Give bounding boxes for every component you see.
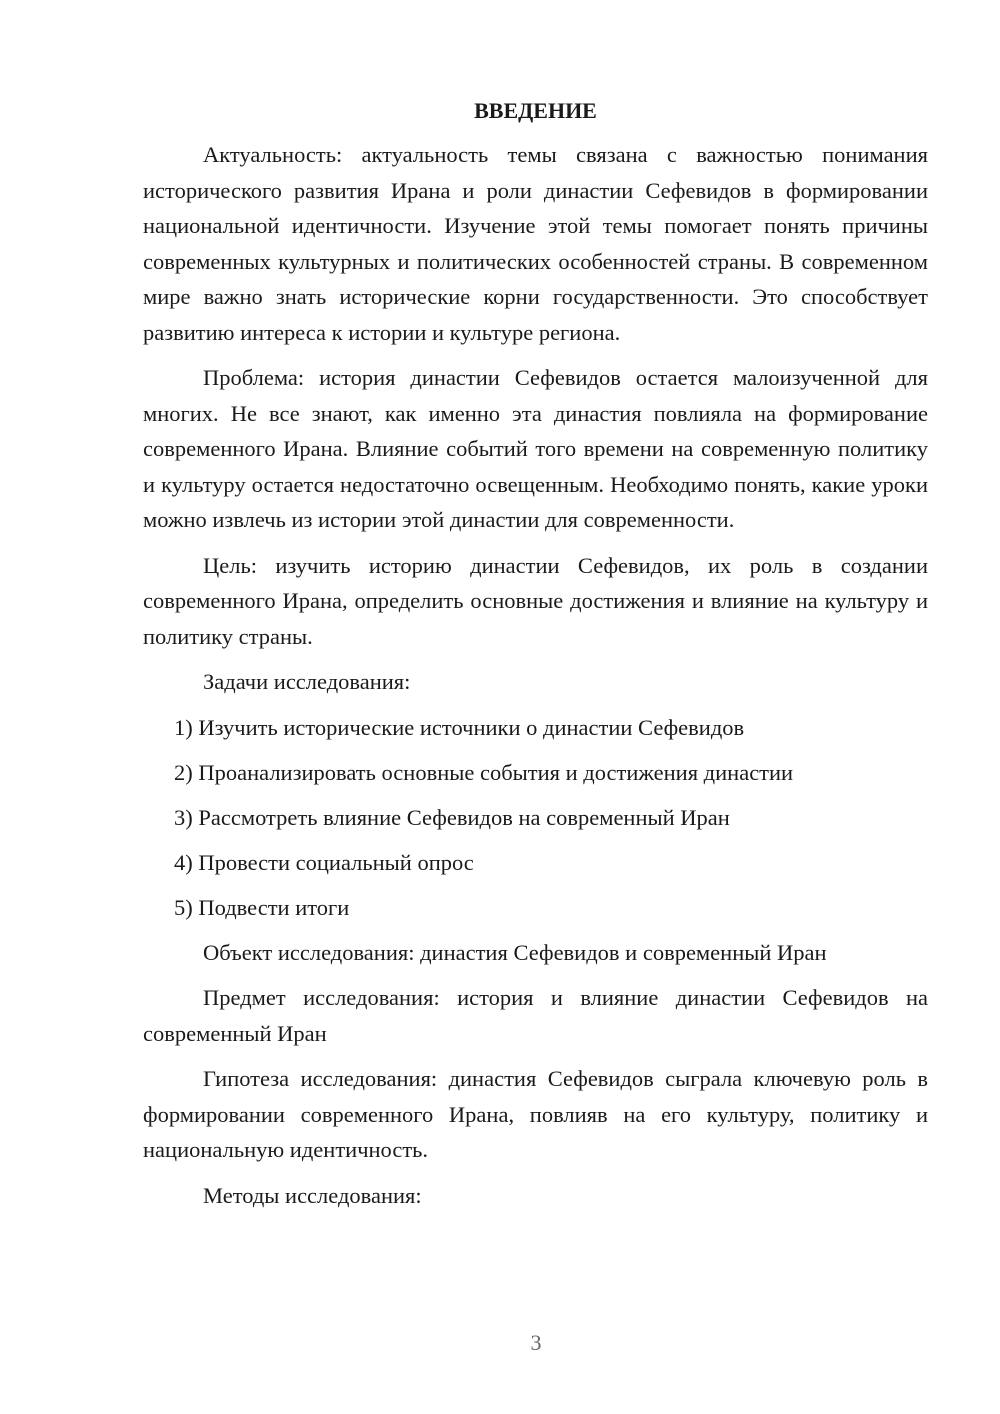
- paragraph-hypothesis: Гипотеза исследования: династия Сефевидов сыграла ключевую роль в формировании современного Ирана, повлияв на его культуру, политику и национальную идентичность.: [143, 1066, 928, 1162]
- tasks-label: Задачи исследования:: [203, 669, 411, 694]
- page-title: ВВЕДЕНИЕ: [474, 98, 597, 123]
- task-item: 5) Подвести итоги: [174, 894, 350, 920]
- paragraph-subject: Предмет исследования: история и влияние династии Сефевидов на современный Иран: [143, 985, 928, 1046]
- document-page: [143, 95, 928, 1223]
- paragraph-object: Объект исследования: династия Сефевидов и современный Иран: [203, 939, 827, 965]
- paragraph-problem: Проблема: история династии Сефевидов остается малоизученной для многих. Не все знают, как именно эта династия повлияла на формирование современного Ирана. Влияние событий того времени на современную политику и культуру остается недостаточно освещенным. Необходимо понять, какие уроки можно извлечь из истории этой династии для современности.: [143, 365, 928, 532]
- paragraph-goal: Цель: изучить историю династии Сефевидов, их роль в создании современного Ирана, определить основные достижения и влияние на культуру и политику страны.: [143, 552, 928, 649]
- paragraph-relevance: Актуальность: актуальность темы связана с важностью понимания исторического развития Ирана и роли династии Сефевидов в формировании национальной идентичности. Изучение этой темы помогает понять причины современных культурных и политических особенностей страны. В современном мире важно знать исторические корни государственности. Это способствует развитию интереса к истории и культуре региона.: [143, 142, 928, 345]
- task-item: 2) Проанализировать основные события и достижения династии: [174, 759, 794, 785]
- task-item: 3) Рассмотреть влияние Сефевидов на современный Иран: [174, 804, 730, 830]
- task-item: 4) Провести социальный опрос: [174, 849, 474, 875]
- methods-label: Методы исследования:: [203, 1182, 422, 1208]
- task-item: 1) Изучить исторические источники о династии Сефевидов: [174, 714, 745, 740]
- tasks-list: [143, 710, 928, 926]
- page-number: 3: [530, 1330, 542, 1355]
